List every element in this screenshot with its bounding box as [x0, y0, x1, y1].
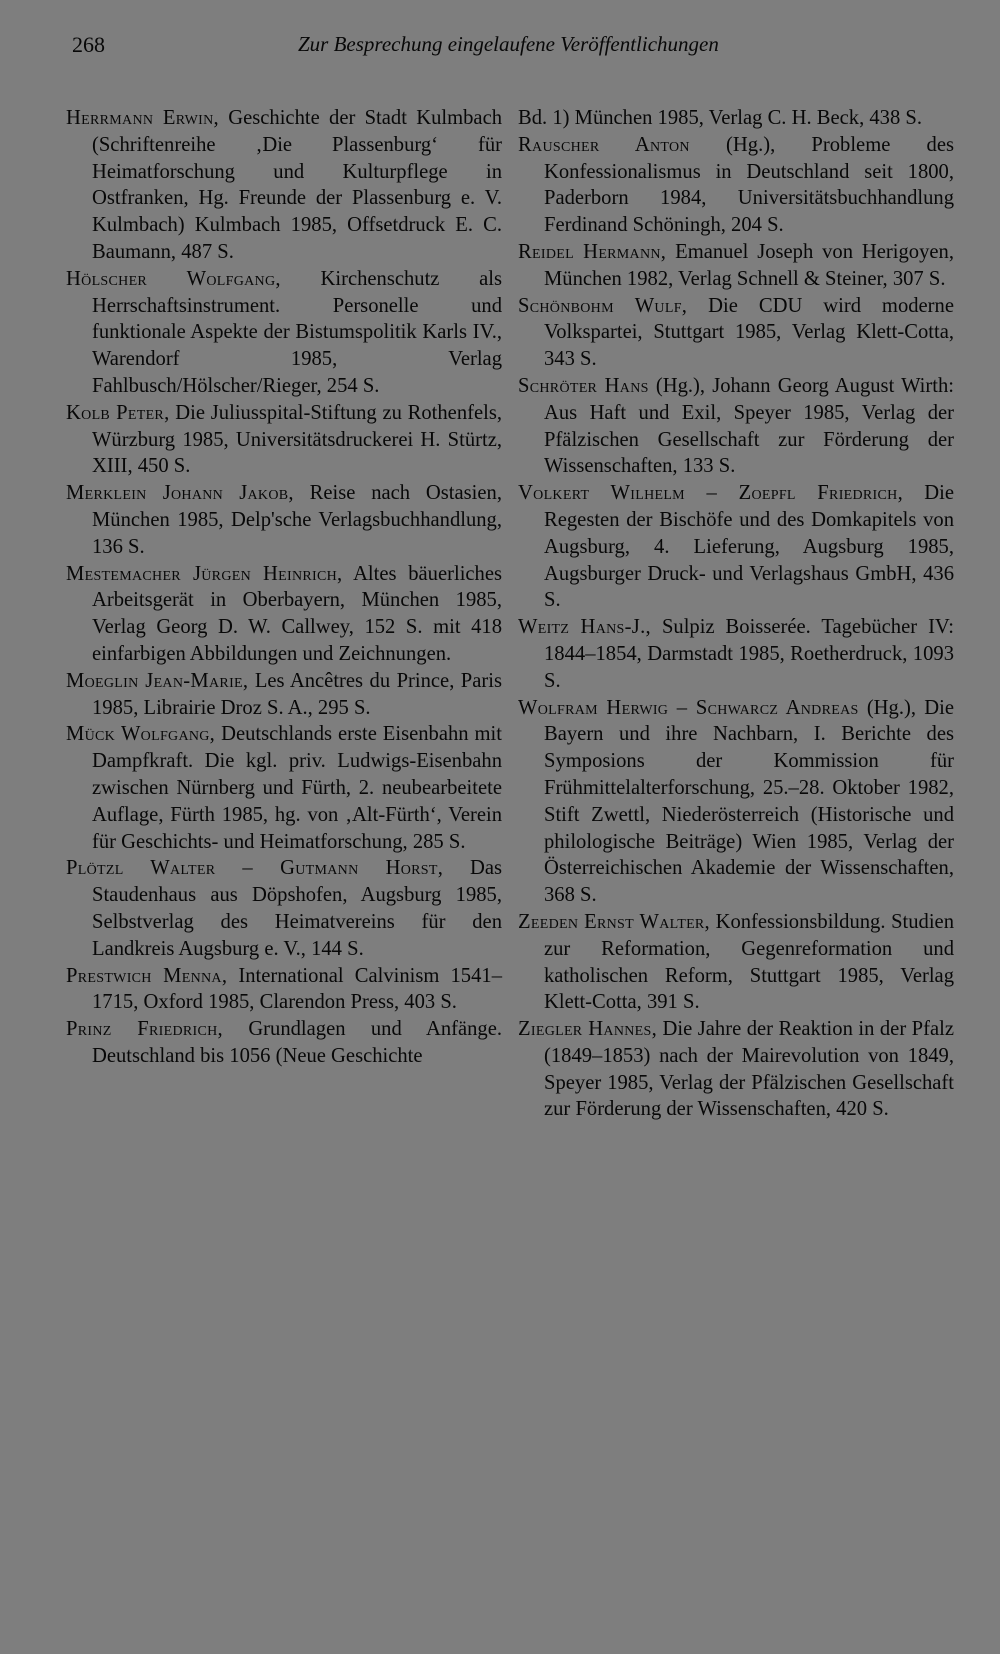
page-header	[72, 32, 736, 66]
bibliography-entry	[518, 132, 954, 239]
entry-text: Geschichte der Stadt Kulmbach (Schriftenreihe ‚Die Plassenburg‘ für Heimatforschung und Kulturpflege in Ostfranken, Hg. Freunde der Plassenburg e. V. Kulmbach) Kulmbach 1985, Offsetdruck E. C. Baumann, 487 S.	[92, 107, 503, 263]
entry-text: International Calvinism 1541–1715, Oxford 1985, Clarendon Press, 403 S.	[92, 964, 502, 1014]
entry-author: Weitz Hans-J.,	[518, 616, 651, 639]
entry-author: Rauscher Anton	[518, 133, 690, 156]
entry-text: Kirchenschutz als Herrschaftsinstrument. Personelle und funktionale Aspekte der Bistumspolitik Karls IV., Warendorf 1985, Verlag Fahlbusch/Hölscher/Rieger, 254 S.	[92, 267, 502, 397]
bibliography-entry	[518, 614, 954, 694]
entry-text: Grundlagen und Anfänge. Deutschland bis 1056 (Neue Geschichte	[92, 1018, 502, 1067]
bibliography-entry	[66, 400, 502, 480]
bibliography-entry	[518, 909, 954, 1016]
bibliography-entry	[66, 963, 502, 1017]
bibliography-entry	[66, 480, 502, 560]
entry-text: Bd. 1) München 1985, Verlag C. H. Beck, 438 S.	[518, 107, 923, 129]
entry-text: Emanuel Joseph von Herigoyen, München 1982, Verlag Schnell & Steiner, 307 S.	[544, 240, 954, 290]
entry-text: Les Ancêtres du Prince, Paris 1985, Librairie Droz S. A., 295 S.	[92, 669, 502, 719]
bibliography-entry	[518, 480, 954, 614]
entry-author: Prestwich Menna,	[66, 964, 228, 987]
entry-text: (Hg.), Probleme des Konfessionalismus in Deutschland seit 1800, Paderborn 1984, Universitätsbuchhandlung Ferdinand Schöningh, 204 S.	[544, 133, 954, 237]
entry-text: Die Regesten der Bischöfe und des Domkapitels von Augsburg, 4. Lieferung, Augsburg 1985, Augsburger Druck- und Verlagshaus GmbH, 436 S.	[544, 482, 955, 612]
entry-text: (Hg.), Die Bayern und ihre Nachbarn, I. Berichte des Symposions der Kommission für Frühmittelalterforschung, 25.–28. Oktober 1982, Stift Zwettl, Niederösterreich (Historische und philologische Beiträge) Wien 1985, Verlag der Österreichischen Akademie der Wissenschaften, 368 S.	[544, 696, 954, 907]
bibliography-entry	[66, 855, 502, 962]
entry-author: Hölscher Wolfgang,	[66, 267, 281, 290]
entry-author: Moeglin Jean-Marie,	[66, 669, 249, 692]
entry-author: Mestemacher Jürgen Heinrich,	[66, 562, 343, 585]
entry-text: Konfessionsbildung. Studien zur Reformation, Gegenreformation und katholischen Reform, Stuttgart 1985, Verlag Klett-Cotta, 391 S.	[544, 910, 954, 1014]
entry-author: Plötzl Walter – Gutmann Horst,	[66, 857, 444, 880]
bibliography-entry	[66, 266, 502, 400]
entry-text: Altes bäuerliches Arbeitsgerät in Oberbayern, München 1985, Verlag Georg D. W. Callwey, 152 S. mit 418 einfarbigen Abbildungen und Zeichnungen.	[92, 562, 503, 665]
entry-author: Mück Wolfgang,	[66, 723, 216, 746]
bibliography-entry	[518, 293, 954, 373]
bibliography-entry	[66, 1016, 502, 1070]
entry-author: Schröter Hans	[518, 374, 649, 397]
entry-author: Ziegler Hannes,	[518, 1018, 658, 1041]
bibliography-entry	[66, 668, 502, 722]
bibliography-entry	[518, 239, 954, 293]
entry-text: Das Staudenhaus aus Döpshofen, Augsburg 1985, Selbstverlag des Heimatvereins für den Landkreis Augsburg e. V., 144 S.	[92, 857, 502, 960]
entry-text: Die Jahre der Reaktion in der Pfalz (1849–1853) nach der Mairevolution von 1849, Speyer 1985, Verlag der Pfälzischen Gesellschaft zur Förderung der Wissenschaften, 420 S.	[544, 1018, 954, 1121]
left-column	[66, 105, 502, 1123]
entry-text: Die CDU wird moderne Volkspartei, Stuttgart 1985, Verlag Klett-Cotta, 343 S.	[544, 294, 954, 371]
page-number: 268	[72, 32, 105, 57]
right-column	[518, 105, 954, 1123]
bibliography-entry	[518, 1016, 954, 1123]
entry-author: Schönbohm Wulf,	[518, 294, 688, 317]
bibliography-entry	[66, 105, 502, 266]
entry-text: Die Juliusspital-Stiftung zu Rothenfels, Würzburg 1985, Universitätsdruckerei H. Stürtz, XIII, 450 S.	[92, 401, 503, 478]
bibliography-entry	[66, 721, 502, 855]
entry-text: (Hg.), Johann Georg August Wirth: Aus Haft und Exil, Speyer 1985, Verlag der Pfälzischen Gesellschaft zur Förderung der Wissenschaften, 133 S.	[544, 374, 954, 478]
bibliography-entry	[66, 561, 502, 668]
bibliography-entry	[518, 373, 954, 480]
entry-text: Sulpiz Boisserée. Tagebücher IV: 1844–1854, Darmstadt 1985, Roetherdruck, 1093 S.	[544, 616, 954, 692]
bibliography-entry	[518, 695, 954, 909]
entry-text: Reise nach Ostasien, München 1985, Delp'sche Verlagsbuchhandlung, 136 S.	[92, 482, 502, 558]
entry-text: Deutschlands erste Eisenbahn mit Dampfkraft. Die kgl. priv. Ludwigs-Eisenbahn zwischen Nürnberg und Fürth, 2. neubearbeitete Auflage, Fürth 1985, hg. von ‚Alt-Fürth‘, Verein für Geschichts- und Heimatforschung, 285 S.	[92, 723, 502, 853]
bibliography-entry-continuation	[518, 105, 954, 132]
entry-author: Volkert Wilhelm – Zoepfl Friedrich,	[518, 482, 904, 505]
running-title: Zur Besprechung eingelaufene Veröffentlichungen	[298, 32, 719, 56]
entry-author: Wolfram Herwig – Schwarcz Andreas	[518, 696, 859, 719]
entry-author: Zeeden Ernst Walter,	[518, 910, 711, 933]
bibliography-columns	[66, 105, 954, 1123]
entry-author: Kolb Peter,	[66, 401, 170, 424]
entry-author: Merklein Johann Jakob,	[66, 482, 294, 505]
entry-author: Reidel Hermann,	[518, 240, 667, 263]
entry-author: Prinz Friedrich,	[66, 1018, 223, 1041]
entry-author: Herrmann Erwin,	[66, 107, 219, 129]
